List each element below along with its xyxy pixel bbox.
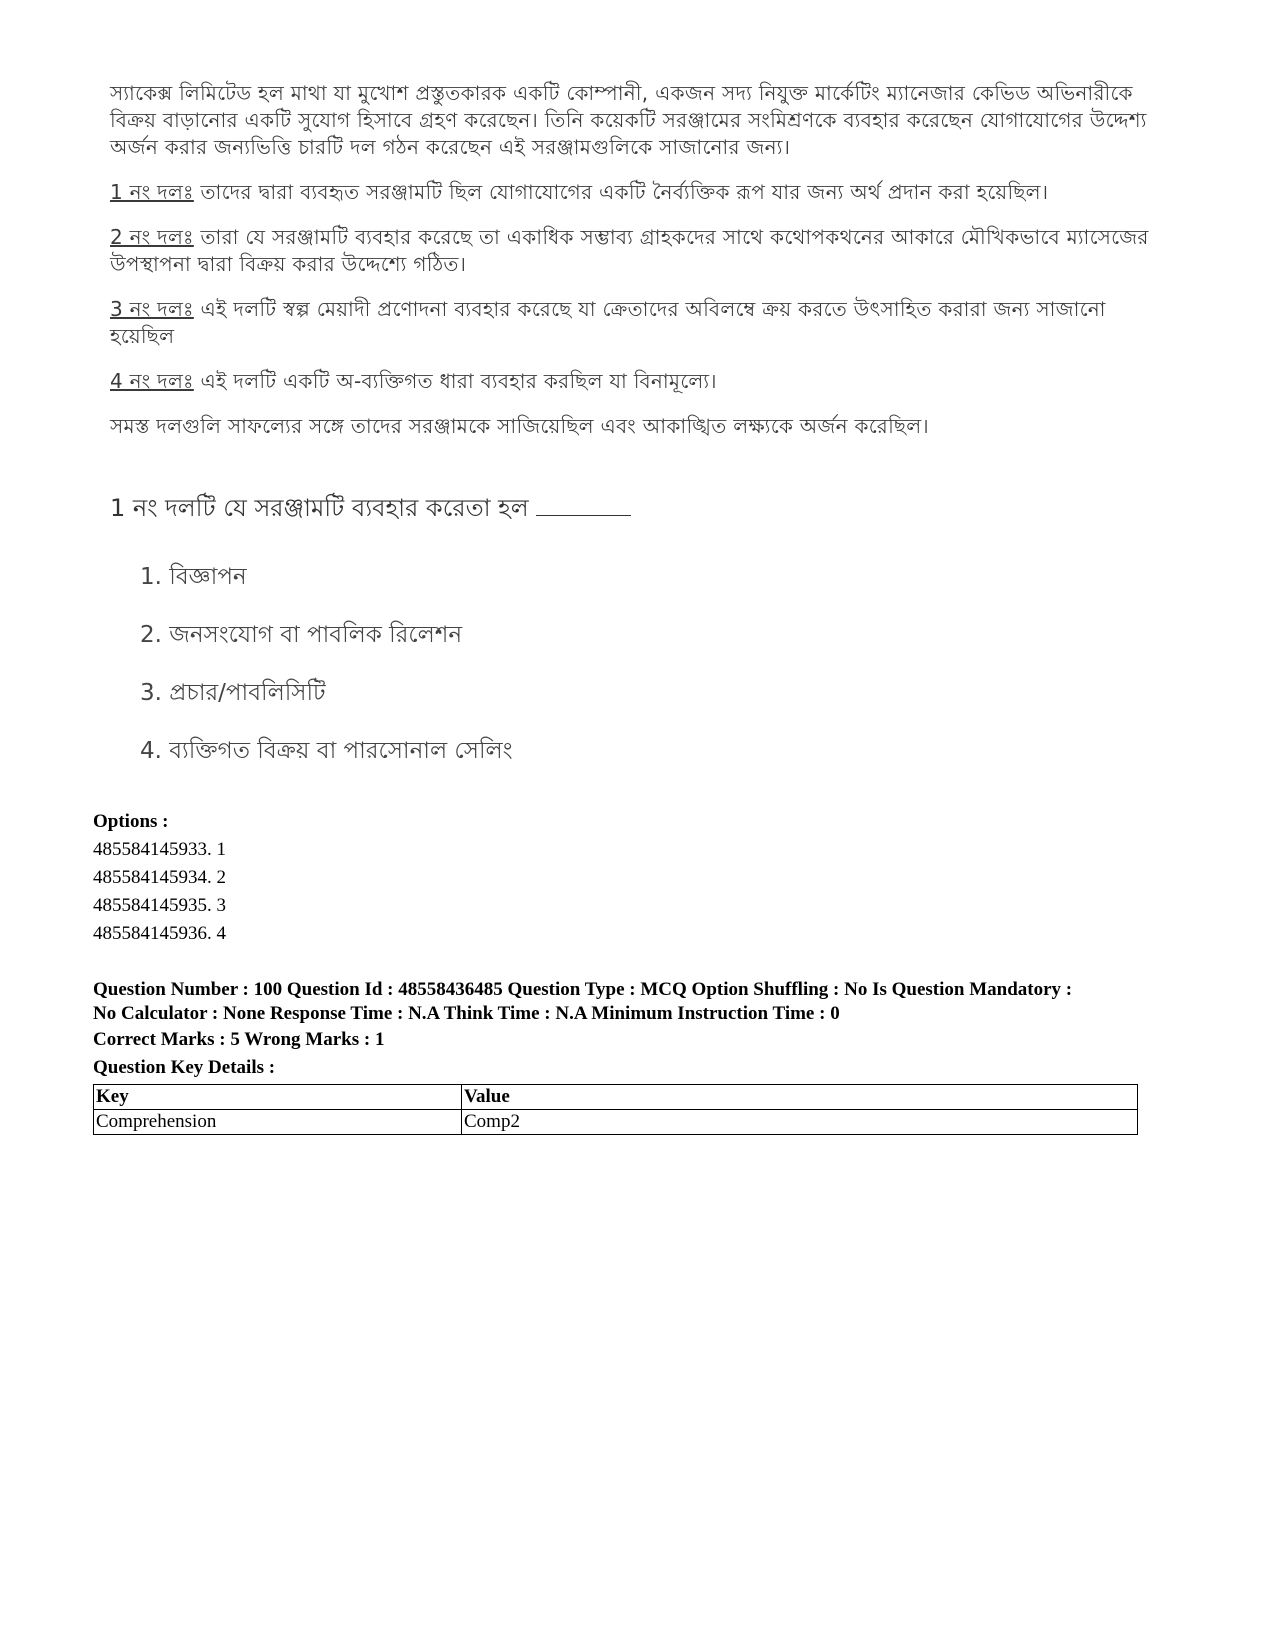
- choice-list: [140, 548, 1150, 780]
- option-item: 485584145936. 4: [93, 923, 226, 944]
- passage-group-1: [110, 179, 1150, 206]
- options-heading: Options :: [93, 811, 169, 832]
- question-info-line-2: No Calculator : None Response Time : N.A Think Time : N.A Minimum Instruction Time : 0: [93, 1003, 840, 1024]
- table-header-key: Key: [94, 1085, 462, 1110]
- passage-group-2: [110, 224, 1150, 278]
- option-item: 485584145934. 2: [93, 867, 226, 888]
- answer-blank: [536, 495, 631, 516]
- passage-group-4: [110, 368, 1150, 395]
- comprehension-passage-image: [110, 80, 1150, 780]
- group-text: তাদের দ্বারা ব্যবহৃত সরঞ্জামটি ছিল যোগাযোগের একটি নৈর্ব্যক্তিক রূপ যার জন্য অর্থ প্রদান করা হয়েছিল।: [200, 180, 1049, 204]
- group-label: 1 নং দলঃ: [110, 180, 194, 204]
- marks-line: Correct Marks : 5 Wrong Marks : 1: [93, 1029, 385, 1050]
- question-stem: [110, 490, 1150, 530]
- passage-intro: স্যাকেক্স লিমিটেড হল মাথা যা মুখোশ প্রস্তুতকারক একটি কোম্পানী, একজন সদ্য নিযুক্ত মার্কেটিং ম্যানেজার কেভিড অভিনারীকে বিক্রয় বাড়ানোর একটি সুযোগ হিসাবে গ্রহণ করেছেন। তিনি কয়েকটি সরঞ্জামের সংমিশ্রণকে ব্যবহার করেছেন যোগাযোগের উদ্দেশ্য অর্জন করার জন্যভিত্তি চারটি দল গঠন করেছেন এই সরঞ্জামগুলিকে সাজানোর জন্য।: [110, 81, 1147, 159]
- option-item: 485584145933. 1: [93, 839, 226, 860]
- choice-item: 2. জনসংযোগ বা পাবলিক রিলেশন: [140, 622, 463, 648]
- question-info: [93, 978, 1183, 1026]
- key-details-table: [93, 1084, 1138, 1135]
- group-label: 2 নং দলঃ: [110, 225, 194, 249]
- passage-group-3: [110, 296, 1150, 350]
- choice-item: 1. বিজ্ঞাপন: [140, 564, 247, 590]
- choice-item: 3. প্রচার/পাবলিসিটি: [140, 680, 326, 706]
- passage-closing: সমস্ত দলগুলি সাফল্যের সঙ্গে তাদের সরঞ্জামকে সাজিয়েছিল এবং আকাঙ্খিত লক্ষ্যকে অর্জন করেছিল।: [110, 414, 929, 438]
- table-cell-value: Comp2: [462, 1110, 1138, 1135]
- table-header-value: Value: [462, 1085, 1138, 1110]
- option-item: 485584145935. 3: [93, 895, 226, 916]
- choice-item: 4. ব্যক্তিগত বিক্রয় বা পারসোনাল সেলিং: [140, 738, 513, 764]
- question-text: 1 নং দলটি যে সরঞ্জামটি ব্যবহার করেতা হল: [110, 494, 529, 522]
- group-label: 3 নং দলঃ: [110, 297, 194, 321]
- question-metadata: [93, 808, 1183, 1135]
- table-header-row: [94, 1085, 1138, 1110]
- passage-text: [110, 80, 1150, 440]
- key-details-heading: Question Key Details :: [93, 1057, 276, 1078]
- question-info-line-1: Question Number : 100 Question Id : 48558436485 Question Type : MCQ Option Shuffling : No Is Question Mandatory :: [93, 979, 1073, 1000]
- table-row: [94, 1110, 1138, 1135]
- options-list: [93, 836, 1183, 948]
- group-text: তারা যে সরঞ্জামটি ব্যবহার করেছে তা একাধিক সম্ভাব্য গ্রাহকদের সাথে কথোপকথনের আকারে মৌখিকভাবে ম্যাসেজের উপস্থাপনা দ্বারা বিক্রয় করার উদ্দেশ্যে গঠিত।: [110, 225, 1149, 276]
- group-label: 4 নং দলঃ: [110, 369, 194, 393]
- group-text: এই দলটি একটি অ-ব্যক্তিগত ধারা ব্যবহার করছিল যা বিনামূল্যে।: [200, 369, 717, 393]
- group-text: এই দলটি স্বল্প মেয়াদী প্রণোদনা ব্যবহার করেছে যা ক্রেতাদের অবিলম্বে ক্রয় করতে উৎসাহিত করারা জন্য সাজানো হয়েছিল: [110, 297, 1106, 348]
- table-cell-key: Comprehension: [94, 1110, 462, 1135]
